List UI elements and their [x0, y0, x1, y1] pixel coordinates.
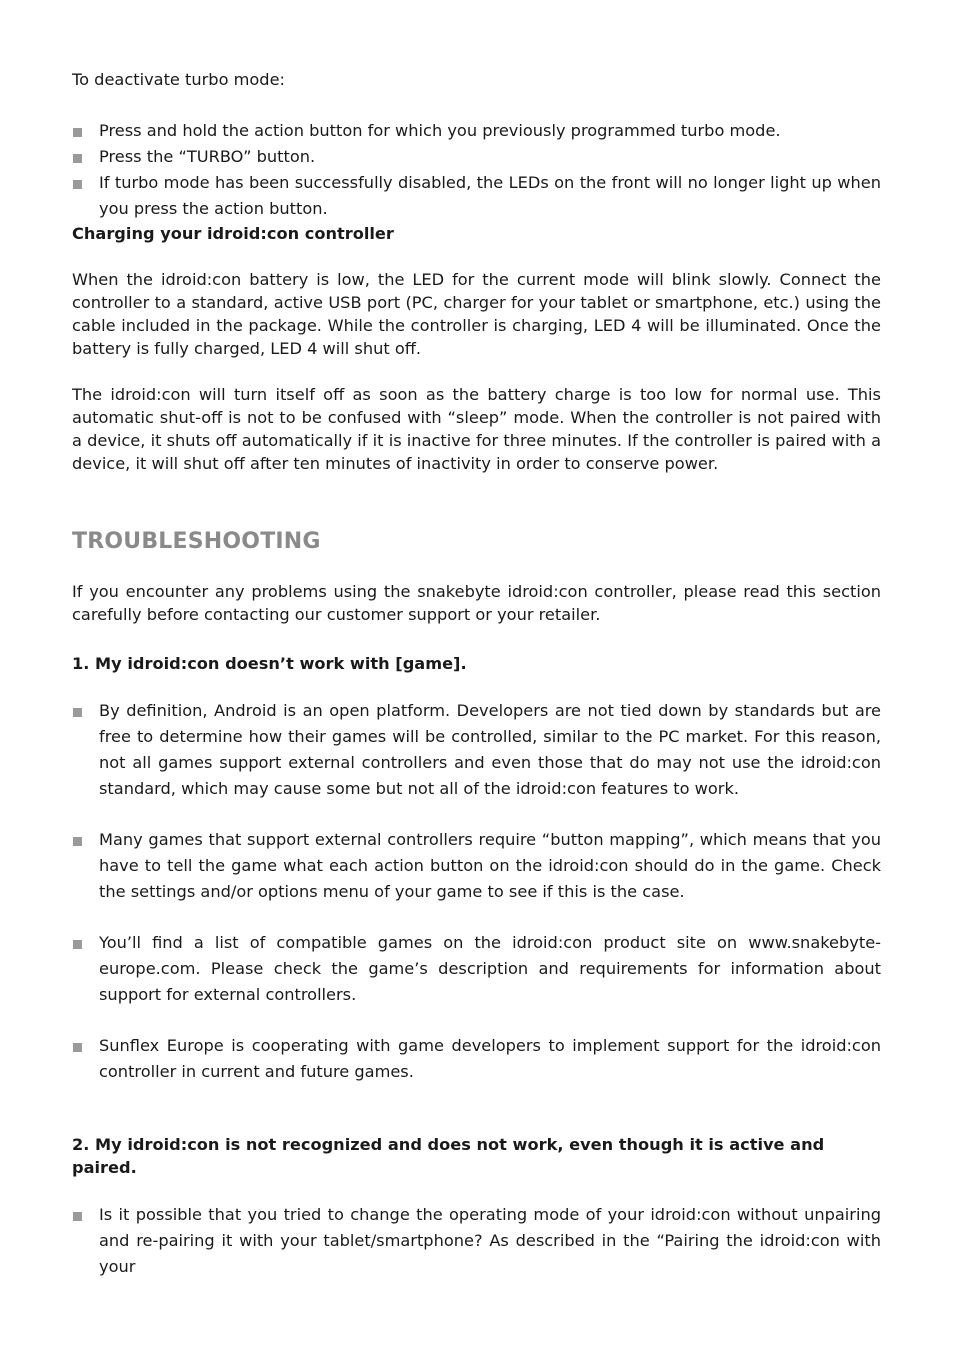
question-1-heading: 1. My idroid:con doesn’t work with [game].: [72, 654, 467, 673]
list-item: Press the “TURBO” button.: [72, 144, 881, 170]
question-2-list: [72, 1202, 881, 1280]
question-1-list: [72, 698, 881, 1085]
list-item: Many games that support external controllers require “button mapping”, which means that you have to tell the game what each action button on the idroid:con should do in the game. Check the settings and/or options menu of your game to see if this is the case.: [72, 827, 881, 905]
troubleshooting-intro: If you encounter any problems using the snakebyte idroid:con controller, please read this section carefully before contacting our customer support or your retailer.: [72, 582, 881, 624]
list-item: Sunflex Europe is cooperating with game developers to implement support for the idroid:con controller in current and future games.: [72, 1033, 881, 1085]
question-2-heading: 2. My idroid:con is not recognized and does not work, even though it is active and paired.: [72, 1135, 825, 1177]
document-page: [72, 68, 881, 1280]
turbo-off-intro: To deactivate turbo mode:: [72, 70, 285, 89]
charging-paragraph: When the idroid:con battery is low, the LED for the current mode will blink slowly. Connect the controller to a standard, active USB port (PC, charger for your tablet or smartphone, etc.) using the cable included in the package. While the controller is charging, LED 4 will be illuminated. Once the battery is fully charged, LED 4 will shut off.: [72, 270, 881, 358]
list-item: If turbo mode has been successfully disabled, the LEDs on the front will no longer light up when you press the action button.: [72, 170, 881, 222]
charging-heading: Charging your idroid:con controller: [72, 224, 394, 243]
list-item: Is it possible that you tried to change the operating mode of your idroid:con without unpairing and re-pairing it with your tablet/smartphone? As described in the “Pairing the idroid:con with your: [72, 1202, 881, 1280]
turbo-off-steps: [72, 118, 881, 222]
list-item: Press and hold the action button for which you previously programmed turbo mode.: [72, 118, 881, 144]
list-item: You’ll find a list of compatible games on the idroid:con product site on www.snakebyte-europe.com. Please check the game’s description and requirements for information about support for external controllers.: [72, 930, 881, 1008]
auto-shutoff-paragraph: The idroid:con will turn itself off as soon as the battery charge is too low for normal use. This automatic shut-off is not to be confused with “sleep” mode. When the controller is not paired with a device, it shuts off automatically if it is inactive for three minutes. If the controller is paired with a device, it will shut off after ten minutes of inactivity in order to conserve power.: [72, 385, 881, 473]
list-item: By definition, Android is an open platform. Developers are not tied down by standards but are free to determine how their games will be controlled, similar to the PC market. For this reason, not all games support external controllers and even those that do may not use the idroid:con standard, which may cause some but not all of the idroid:con features to work.: [72, 698, 881, 802]
troubleshooting-heading: TROUBLESHOOTING: [72, 529, 321, 554]
